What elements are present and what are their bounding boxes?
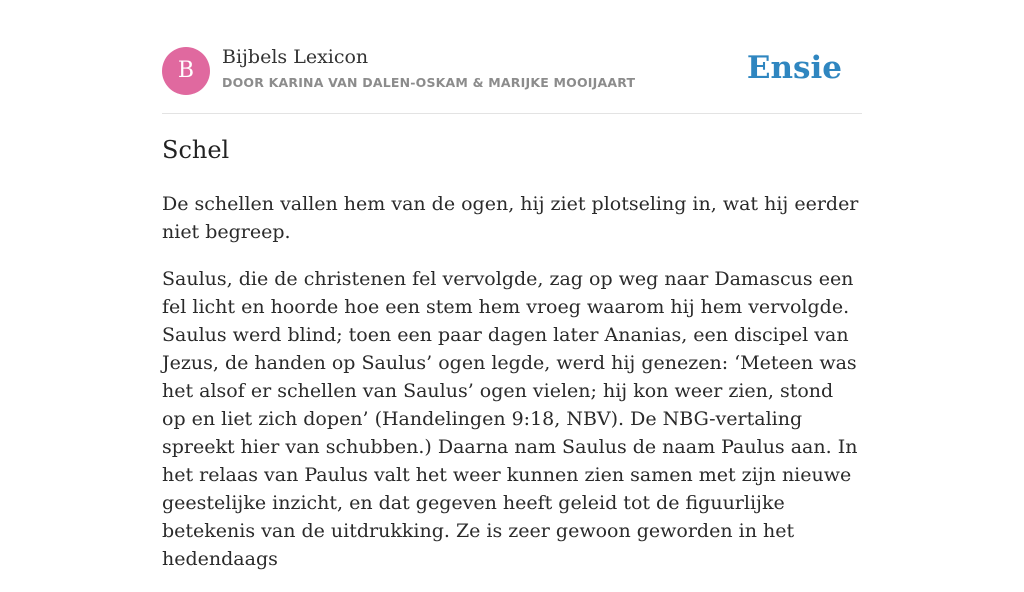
entry-paragraph-definition: De schellen vallen hem van de ogen, hij ziet plotseling in, wat hij eerder niet begreep. [162,193,859,243]
source-title-link[interactable]: Bijbels Lexicon [222,46,369,68]
ensie-logo[interactable]: Ensie [746,50,842,86]
entry-body [162,190,862,592]
source-authors: DOOR KARINA VAN DALEN-OSKAM & MARIJKE MOOIJAART [222,75,636,90]
source-avatar[interactable]: B [162,47,210,95]
entry-paragraph-explanation: Saulus, die de christenen fel vervolgde, zag op weg naar Damascus een fel licht en hoorde hoe een stem hem vroeg waarom hij hem vervolgde. Saulus werd blind; toen een paar dagen later Ananias, een discipel van Jezus, de handen op Saulus’ ogen legde, werd hij genezen: ‘Meteen was het alsof er schellen van Saulus’ ogen vielen; hij kon weer zien, stond op en liet zich dopen’ (Handelingen 9:18, NBV). De NBG-vertaling spreekt hier van schubben.) Daarna nam Saulus de naam Paulus aan. In het relaas van Paulus valt het weer kunnen zien samen met zijn nieuwe geestelijke inzicht, en dat gegeven heeft geleid tot de figuurlijke betekenis van de uitdrukking. Ze is zeer gewoon geworden in het hedendaags [162,268,858,570]
article-container [162,0,862,570]
entry-title: Schel [162,136,230,164]
source-header [162,0,862,114]
